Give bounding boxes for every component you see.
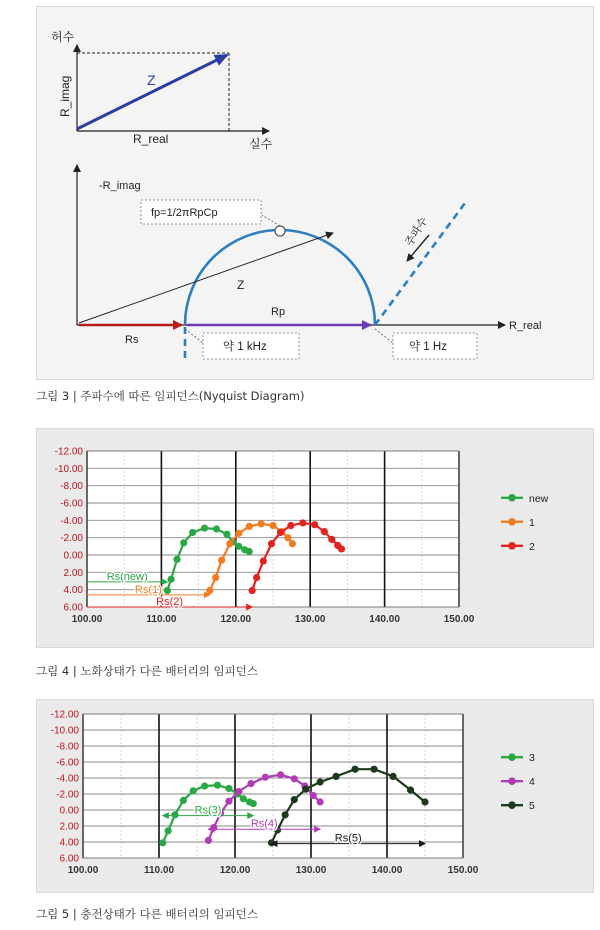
data-point-4 (262, 774, 269, 781)
low-freq-box-text: 약 1 kHz (223, 341, 267, 353)
peak-frequency-point (275, 226, 285, 236)
rs-annotation-label: Rs(new) (106, 570, 148, 583)
data-point-4 (310, 792, 317, 799)
y-tick-label: -4.00 (56, 773, 79, 785)
data-point-5 (332, 773, 339, 780)
data-point-1 (269, 522, 276, 529)
y-tick-label: -8.00 (60, 481, 83, 493)
data-point-new (173, 556, 180, 563)
y-tick-label: -12.00 (54, 446, 83, 458)
data-point-3 (190, 787, 197, 794)
data-point-3 (159, 839, 166, 846)
rs-annotation-label: Rs(2) (156, 596, 184, 608)
x-tick-label: 110.00 (143, 865, 175, 876)
y-tick-label: -4.00 (60, 515, 83, 527)
legend-label-5: 5 (529, 800, 535, 813)
data-point-5 (317, 778, 324, 785)
r-real-label: R_real (133, 132, 169, 146)
x-tick-label: 100.00 (67, 865, 99, 876)
rs-annotation-label: Rs(4) (250, 818, 278, 831)
legend-marker-5 (508, 801, 516, 809)
y-tick-label: -12.00 (50, 709, 79, 721)
y-tick-label: -2.00 (56, 789, 79, 801)
data-point-2 (328, 536, 335, 543)
x-tick-label: 150.00 (447, 865, 479, 876)
data-point-new (246, 548, 253, 555)
data-point-3 (214, 782, 221, 789)
data-point-5 (389, 773, 396, 780)
data-point-2 (277, 529, 284, 536)
data-point-2 (253, 574, 260, 581)
x-tick-label: 130.00 (294, 614, 326, 625)
frequency-label: 주파수 (403, 215, 431, 249)
legend-marker-2 (508, 542, 516, 550)
data-point-4 (291, 775, 298, 782)
imag-axis-label: 허수 (51, 30, 75, 44)
y-tick-label: 6.00 (63, 602, 83, 614)
data-point-5 (282, 811, 289, 818)
z-vector (77, 55, 227, 129)
y-tick-label: -10.00 (54, 463, 83, 475)
figure3-panel (36, 6, 594, 380)
y-tick-label: 0.00 (63, 550, 83, 562)
y-tick-label: 6.00 (59, 853, 79, 865)
y-tick-label: -6.00 (60, 498, 83, 510)
data-point-1 (218, 557, 225, 564)
legend-label-3: 3 (529, 752, 535, 765)
data-point-1 (206, 587, 213, 594)
data-point-new (167, 576, 174, 583)
data-point-new (180, 539, 187, 546)
data-point-4 (225, 798, 232, 805)
data-point-3 (250, 800, 257, 807)
data-point-3 (240, 795, 247, 802)
data-point-4 (277, 771, 284, 778)
z-impedance-line (79, 233, 333, 323)
y-tick-label: 4.00 (63, 585, 83, 597)
nyquist-x-label: R_real (509, 320, 542, 332)
data-point-new (223, 531, 230, 538)
figure4-panel (36, 428, 594, 648)
figure5-chart (37, 700, 593, 892)
data-point-5 (407, 786, 414, 793)
data-point-1 (246, 523, 253, 530)
legend-label-new: new (529, 492, 549, 505)
x-tick-label: 140.00 (369, 614, 400, 625)
data-point-3 (171, 811, 178, 818)
z-vector-label: Z (147, 72, 156, 88)
data-point-new (164, 587, 171, 594)
x-tick-label: 110.00 (146, 614, 177, 625)
high-freq-box-text: 약 1 Hz (409, 341, 447, 353)
figure3-caption: 그림 3 | 주파수에 따른 임피던스(Nyquist Diagram) (36, 389, 305, 403)
data-point-5 (268, 839, 275, 846)
r-imag-label: R_imag (58, 75, 72, 117)
legend-label-2: 2 (529, 540, 535, 553)
data-point-2 (260, 557, 267, 564)
data-point-2 (299, 519, 306, 526)
nyquist-y-label: -R_imag (99, 180, 141, 192)
y-tick-label: -2.00 (60, 533, 83, 545)
figure4-caption: 그림 4 | 노화상태가 다른 배터리의 임피던스 (36, 664, 258, 678)
peak-formula: fp=1/2πRpCp (151, 207, 218, 219)
y-tick-label: -8.00 (56, 741, 79, 753)
nyquist-diagram (37, 7, 593, 379)
y-tick-label: -6.00 (56, 757, 79, 769)
data-point-1 (257, 520, 264, 527)
data-point-1 (289, 540, 296, 547)
legend-marker-3 (508, 753, 516, 761)
data-point-4 (235, 788, 242, 795)
figure5-panel (36, 699, 594, 893)
data-point-4 (317, 798, 324, 805)
data-point-5 (370, 766, 377, 773)
data-point-2 (268, 540, 275, 547)
data-point-5 (351, 766, 358, 773)
legend-label-4: 4 (529, 776, 535, 789)
data-point-4 (247, 780, 254, 787)
data-point-2 (311, 521, 318, 528)
legend-marker-new (508, 494, 516, 502)
data-point-5 (291, 796, 298, 803)
legend-marker-4 (508, 777, 516, 785)
data-point-5 (302, 786, 309, 793)
data-point-new (213, 525, 220, 532)
rp-label: Rp (271, 306, 286, 318)
data-point-3 (201, 782, 208, 789)
x-tick-label: 120.00 (219, 865, 251, 876)
y-tick-label: -10.00 (50, 725, 79, 737)
y-tick-label: 2.00 (63, 567, 83, 579)
data-point-3 (225, 785, 232, 792)
data-point-4 (210, 824, 217, 831)
data-point-2 (249, 587, 256, 594)
figure5-caption: 그림 5 | 충전상태가 다른 배터리의 임피던스 (36, 907, 258, 921)
data-point-2 (338, 545, 345, 552)
data-point-3 (180, 797, 187, 804)
data-point-1 (212, 574, 219, 581)
rs-label: Rs (125, 334, 139, 346)
x-tick-label: 140.00 (371, 865, 403, 876)
rs-annotation-label: Rs(5) (334, 832, 362, 845)
figure4-chart (37, 429, 593, 647)
data-point-4 (205, 837, 212, 844)
legend-label-1: 1 (529, 516, 535, 529)
x-tick-label: 100.00 (71, 614, 103, 625)
rs-annotation-label: Rs(3) (194, 804, 222, 817)
data-point-2 (287, 522, 294, 529)
data-point-1 (284, 534, 291, 541)
legend-marker-1 (508, 518, 516, 526)
x-tick-label: 120.00 (220, 614, 252, 625)
x-tick-label: 130.00 (295, 865, 327, 876)
real-axis-label: 실수 (249, 137, 273, 151)
rs-annotation-label: Rs(1) (134, 583, 162, 596)
data-point-1 (226, 540, 233, 547)
y-tick-label: 2.00 (59, 821, 79, 833)
data-point-2 (321, 528, 328, 535)
data-point-5 (421, 798, 428, 805)
x-tick-label: 150.00 (443, 614, 475, 625)
data-point-3 (165, 827, 172, 834)
nyquist-z-label: Z (237, 278, 245, 292)
data-point-new (201, 525, 208, 532)
y-tick-label: 4.00 (59, 837, 79, 849)
data-point-1 (235, 530, 242, 537)
y-tick-label: 0.00 (59, 805, 79, 817)
data-point-new (189, 529, 196, 536)
